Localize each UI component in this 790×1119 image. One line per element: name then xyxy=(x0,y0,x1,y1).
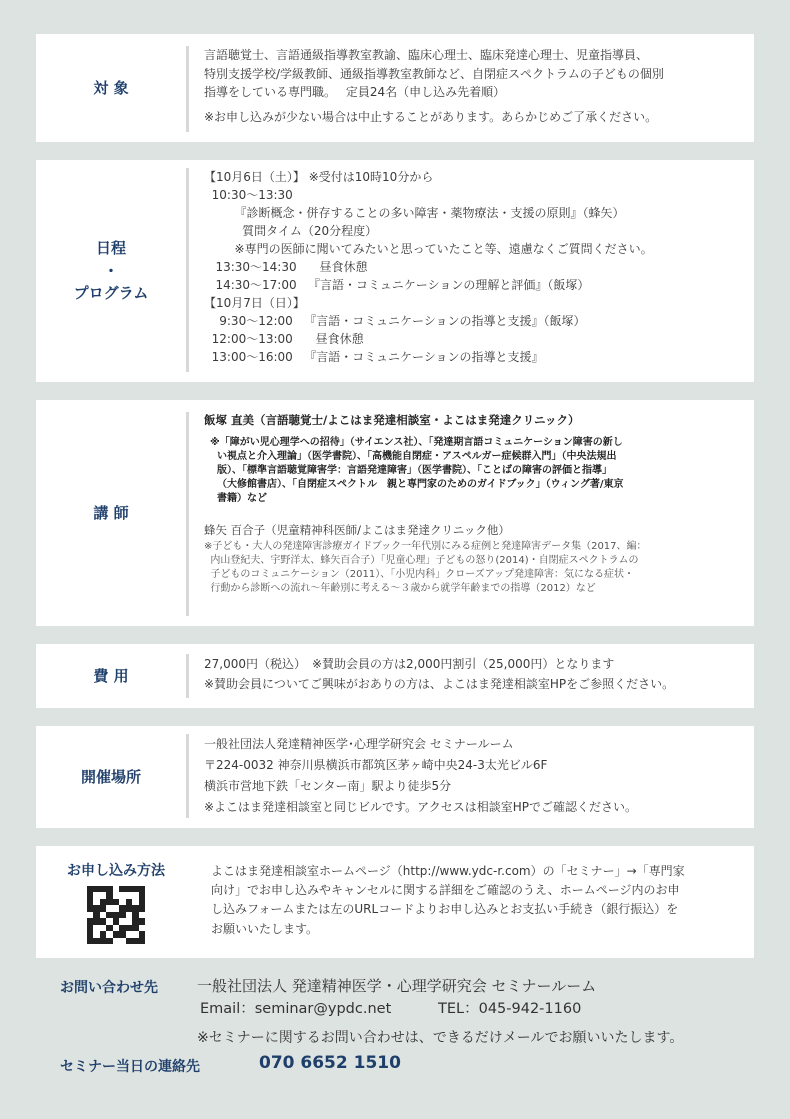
lecturer-works-line: 行動から診断への流れ～年齢別に考える～３歳から就学年齢までの指導（2012）など xyxy=(204,582,596,594)
venue-label: 開催場所 xyxy=(80,767,141,786)
target-label: 対 象 xyxy=(93,78,129,97)
fee-line: 27,000円（税込） ※賛助会員の方は2,000円割引（25,000円）となります xyxy=(204,657,615,671)
schedule-body xyxy=(186,168,744,372)
target-section xyxy=(36,34,754,142)
qr-module xyxy=(139,938,145,944)
lecturers-body xyxy=(186,412,744,616)
lecturer-name: 飯塚 直美（言語聴覚士/よこはま発達相談室・よこはま発達クリニック） xyxy=(204,413,580,427)
venue-line: 横浜市営地下鉄「センター南」駅より徒歩5分 xyxy=(204,779,452,793)
lecturer-works-line: 子どものコミュニケーション（2011）、「小児内科」クローズアップ発達障害：気になる症状・ xyxy=(204,568,635,580)
schedule-line: 13:30～14:30 昼食休憩 xyxy=(204,260,368,274)
schedule-line: 9:30～12:00 『言語・コミュニケーションの指導と支援』（飯塚） xyxy=(204,314,586,328)
lecturers-section xyxy=(36,400,754,626)
venue-line: 〒224-0032 神奈川県横浜市都筑区茅ヶ崎中央24-3太光ビル6F xyxy=(204,758,548,772)
venue-body xyxy=(186,734,744,818)
lecturer-works-line: 書籍）など xyxy=(210,492,267,504)
venue-note: ※よこはま発達相談室と同じビルです。アクセスは相談室HPでご確認ください。 xyxy=(204,800,637,814)
lecturer-works xyxy=(204,540,744,596)
apply-line: 向け」でお申し込みやキャンセルに関する詳細をご確認のうえ、ホームページ内のお申 xyxy=(211,883,680,898)
schedule-line: ※専門の医師に聞いてみたいと思っていたこと等、遠慮なくご質問ください。 xyxy=(204,242,653,256)
apply-line: お願いいたします。 xyxy=(211,921,319,936)
schedule-label-line: 日程 xyxy=(95,239,126,258)
apply-label: お申し込み方法 xyxy=(67,863,165,879)
apply-label-block xyxy=(36,860,196,944)
apply-section xyxy=(36,846,754,958)
schedule-line: 14:30～17:00 『言語・コミュニケーションの理解と評価』（飯塚） xyxy=(204,278,590,292)
target-line: 言語聴覚士、言語通級指導教室教諭、臨床心理士、臨床発達心理士、児童指導員、 xyxy=(204,48,649,62)
lecturer-works-line: い視点と介入理論」（医学書院）、「高機能自閉症・アスペルガー症候群入門」（中央法規出 xyxy=(210,450,617,462)
schedule-line: 【10月7日（日）】 xyxy=(204,296,305,310)
lecturer-works-line: ※子ども・大人の発達障害診療ガイドブック一年代別にみる症例と発達障害データ集（2017、編： xyxy=(204,540,647,552)
venue-line: 一般社団法人発達精神医学･心理学研究会 セミナールーム xyxy=(204,737,514,751)
target-line: 特別支援学校/学級教師、通級指導教室教師など、自閉症スペクトラムの子どもの個別 xyxy=(204,66,664,81)
schedule-label-line: プログラム xyxy=(73,284,149,303)
lecturer-works-line: （大修館書店）、「自閉症スペクトル 親と専門家のためのガイドブック」（ウィング著/東京 xyxy=(210,478,624,490)
schedule-line: 12:00～13:00 昼食休憩 xyxy=(204,332,364,346)
venue-section xyxy=(36,726,754,828)
lecturer-works-line: 版）、「標準言語聴覚障害学：言語発達障害」（医学書院）、「ことばの障害の評価と指導」 xyxy=(210,464,612,476)
schedule-line: 13:00～16:00 『言語・コミュニケーションの指導と支援』 xyxy=(204,350,544,364)
contact-label: お問い合わせ先 xyxy=(60,980,158,996)
target-body xyxy=(186,46,744,132)
target-note: ※お申し込みが少ない場合は中止することがあります。あらかじめご了承ください。 xyxy=(204,109,658,124)
target-line: 指導をしている専門職。 定員24名（申し込み先着順） xyxy=(204,85,506,100)
apply-line: よこはま発達相談室ホームページ（http://www.ydc-r.com）の「セミナー」→「専門家 xyxy=(211,864,685,878)
lecturer-works-line: ※「障がい児心理学への招待」（サイエンス社）、「発達期言語コミュニケーション障害の新し xyxy=(210,436,623,448)
schedule-line: 10:30～13:30 xyxy=(204,188,293,202)
fee-note: ※賛助会員についてご興味がおありの方は、よこはま発達相談室HPをご参照ください。 xyxy=(204,677,675,692)
schedule-label-line: ・ xyxy=(103,261,119,280)
lecturer-works-line: 内山登紀夫、宇野洋太、蜂矢百合子）「児童心理」子どもの怒り(2014)・自閉症スペクトラムの xyxy=(204,554,639,566)
schedule-section xyxy=(36,160,754,382)
lecturers-label: 講 師 xyxy=(93,503,129,522)
fee-section xyxy=(36,644,754,708)
contact-note: ※セミナーに関するお問い合わせは、できるだけメールでお願いいたします。 xyxy=(197,1030,684,1046)
day-contact-label: セミナー当日の連絡先 xyxy=(60,1059,200,1075)
lecturer-name: 蜂矢 百合子（児童精神科医師/よこはま発達クリニック他） xyxy=(204,522,510,537)
apply-body xyxy=(196,862,744,948)
day-contact-phone: 070 6652 1510 xyxy=(259,1053,401,1073)
fee-body xyxy=(186,654,744,698)
fee-label: 費 用 xyxy=(93,666,129,685)
lecturer-works xyxy=(204,436,744,506)
schedule-label xyxy=(36,160,186,382)
contact-org: 一般社団法人 発達精神医学・心理学研究会 セミナールーム xyxy=(197,977,597,995)
contact-email[interactable]: Email：seminar@ypdc.net xyxy=(200,1001,392,1017)
contact-tel: TEL：045-942-1160 xyxy=(438,1001,582,1017)
schedule-line: 【10月6日（土）】 ※受付は10時10分から xyxy=(204,170,434,184)
schedule-line: 『診断概念・併存することの多い障害・薬物療法・支援の原則』（蜂矢） xyxy=(204,206,625,220)
schedule-line: 質問タイム（20分程度） xyxy=(204,224,378,238)
qr-code-image[interactable] xyxy=(87,886,145,944)
apply-line: し込みフォームまたは左のURLコードよりお申し込みとお支払い手続き（銀行振込）を xyxy=(211,902,679,917)
